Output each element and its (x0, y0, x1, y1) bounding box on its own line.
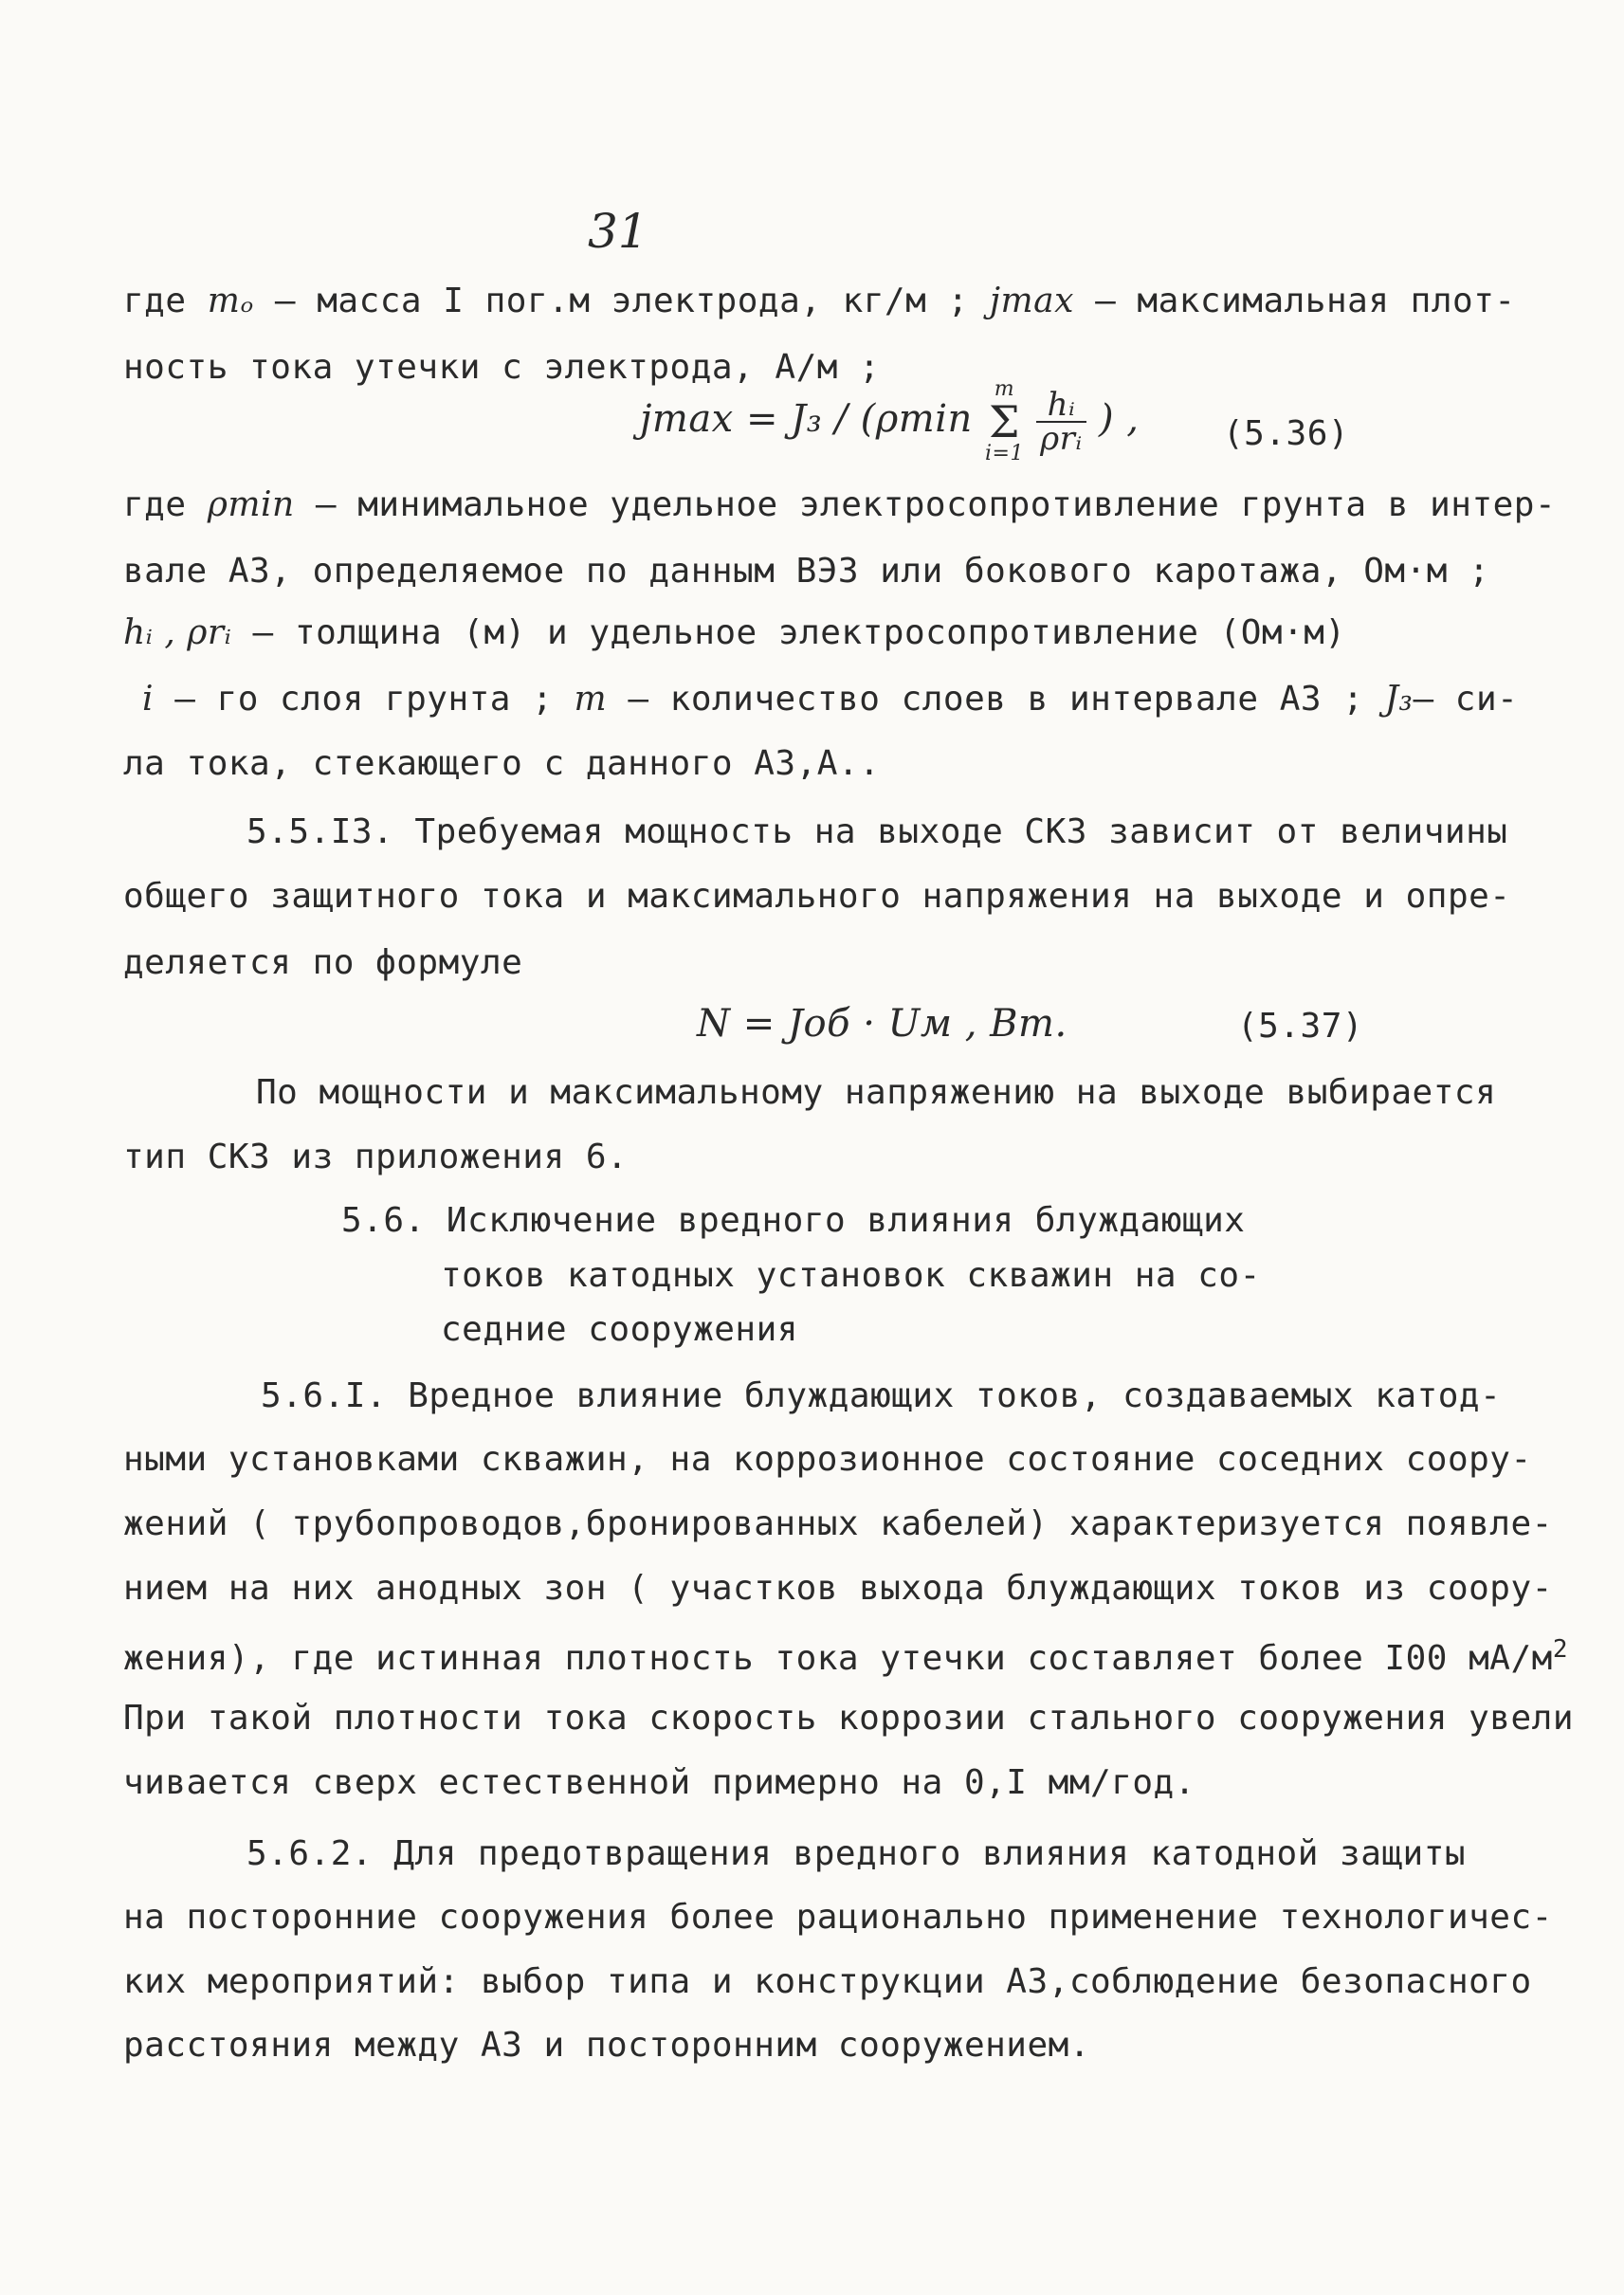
text-line: расстояния между АЗ и посторонним сооружением. (123, 2026, 1090, 2065)
text-line: жения), где истинная плотность тока утечки составляет более I00 $мА/м^2$ (123, 1635, 1568, 1678)
text-line: жений ( трубопроводов,бронированных кабелей) характеризуется появле- (123, 1504, 1553, 1543)
text-line: где mₒ – масса I пог.м электрода, кг/м ; jmax – максимальная плот- (123, 282, 1516, 320)
text-line: ких мероприятий: выбор типа и конструкции АЗ,соблюдение безопасного (123, 1962, 1532, 2001)
text-line: 5.6.I. Вредное влияние блуждающих токов, создаваемых катод- (261, 1376, 1502, 1415)
text-line: где ρmin – минимальное удельное электросопротивление грунта в интер- (123, 485, 1557, 524)
text-line: ность тока утечки с электрода, А/м ; (123, 348, 881, 387)
formula-5-36: jmax = J₃ / (ρmin m Σ i=1 $\frac{\text{hᵢ}}{\text{ρrᵢ}}$ ) , (640, 377, 1140, 465)
text-line: тип СКЗ из приложения 6. (123, 1138, 629, 1176)
text-line: вале АЗ, определяемое по данным ВЭЗ или бокового каротажа, Ом·м ; (123, 552, 1490, 591)
equation-number: (5.36) (1223, 414, 1350, 453)
text-line: ными установками скважин, на коррозионное состояние соседних соору- (123, 1440, 1532, 1479)
section-heading: 5.6. Исключение вредного влияния блуждающих (341, 1201, 1246, 1240)
text-line: 5.5.I3. Требуемая мощность на выходе СКЗ зависит от величины (246, 812, 1508, 851)
text-line: общего защитного тока и максимального напряжения на выходе и опре- (123, 877, 1511, 916)
text-line: деляется по формуле (123, 943, 523, 982)
text-line: hᵢ , ρrᵢ – толщина (м) и удельное электросопротивление (Ом·м) (123, 613, 1346, 652)
formula-5-37: N = Jоб · Uм , Вт. (697, 1002, 1067, 1046)
text-line: По мощности и максимальному напряжению на выходе выбирается (256, 1073, 1497, 1112)
fraction: $\frac{\text{hᵢ}}{\text{ρrᵢ}}$ (1036, 389, 1086, 455)
section-heading: токов катодных установок скважин на со- (441, 1256, 1261, 1295)
text-line: ла тока, стекающего с данного АЗ,А.. (123, 744, 881, 783)
sum-symbol: m Σ i=1 (984, 377, 1024, 465)
text-line: чивается сверх естественной примерно на 0,I мм/год. (123, 1763, 1195, 1802)
text-line: При такой плотности тока скорость коррозии стального сооружения увели (123, 1699, 1574, 1738)
text-line: 5.6.2. Для предотвращения вредного влияния катодной защиты (246, 1834, 1467, 1873)
equation-number: (5.37) (1237, 1007, 1364, 1046)
page-number: 31 (588, 204, 648, 259)
text-line: нием на них анодных зон ( участков выхода блуждающих токов из соору- (123, 1569, 1553, 1608)
text-line: на посторонние сооружения более рационально применение технологичес- (123, 1898, 1553, 1937)
text-line: i – го слоя грунта ; m – количество слоев в интервале АЗ ; J₃– си- (142, 680, 1519, 719)
section-heading: седние сооружения (441, 1310, 798, 1349)
